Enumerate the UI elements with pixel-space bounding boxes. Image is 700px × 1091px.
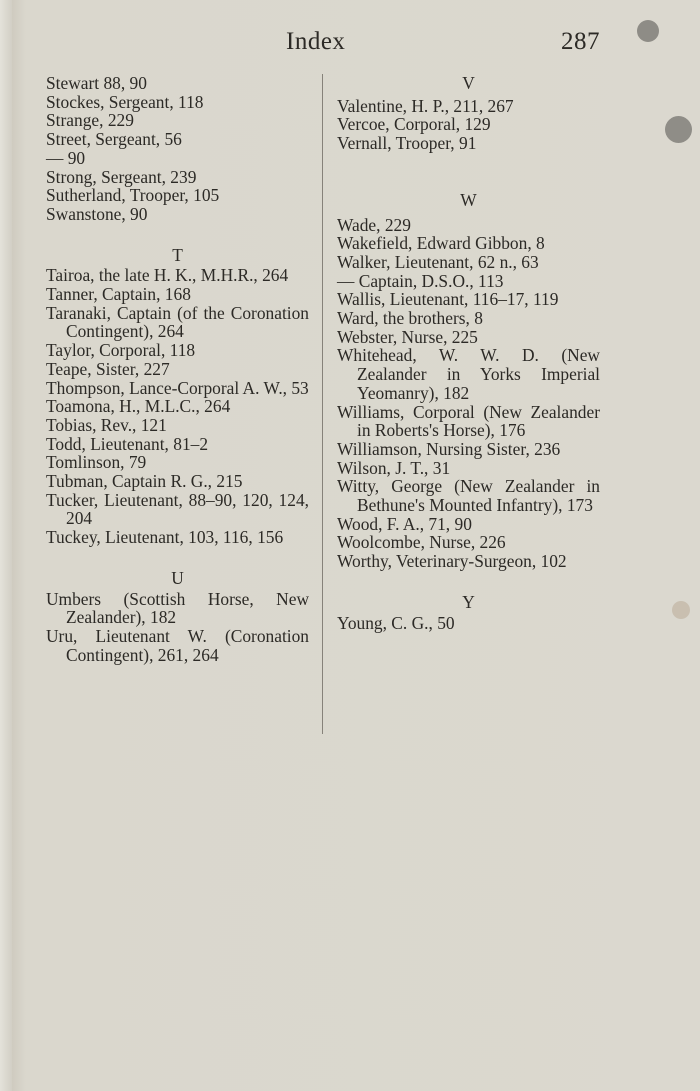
index-column-right bbox=[337, 74, 600, 632]
index-entry: Tucker, Lieutenant, 88–90, 120, 124, 204 bbox=[46, 489, 309, 529]
index-entry: Stockes, Sergeant, 118 bbox=[46, 91, 204, 112]
index-entry: Wilson, J. T., 31 bbox=[337, 457, 451, 478]
index-entry: Tairoa, the late H. K., M.H.R., 264 bbox=[46, 265, 289, 286]
index-entry: Thompson, Lance-Corporal A. W., 53 bbox=[46, 377, 309, 398]
index-entry: Whitehead, W. W. D. (New Zealander in Yorks Imperial Yeomanry), 182 bbox=[337, 345, 600, 403]
index-entry: Witty, George (New Zealander in Bethune's Mounted Infantry), 173 bbox=[337, 476, 600, 516]
index-entry: Vernall, Trooper, 91 bbox=[337, 133, 477, 154]
index-column-left bbox=[46, 74, 309, 664]
index-entry: — 90 bbox=[46, 147, 86, 168]
index-entry: Uru, Lieutenant W. (Coronation Contingent), 261, 264 bbox=[46, 625, 309, 665]
section-t bbox=[46, 266, 309, 547]
running-head bbox=[0, 28, 700, 62]
index-entry: Valentine, H. P., 211, 267 bbox=[337, 95, 514, 116]
column-divider bbox=[322, 74, 323, 734]
index-entry: Worthy, Veterinary-Surgeon, 102 bbox=[337, 551, 567, 572]
index-entry: Wakefield, Edward Gibbon, 8 bbox=[337, 233, 545, 254]
index-entry: Williams, Corporal (New Zealander in Roberts's Horse), 176 bbox=[337, 401, 600, 441]
section-heading-w: W bbox=[460, 189, 477, 210]
section-s bbox=[46, 74, 309, 224]
index-entry: Swanstone, 90 bbox=[46, 203, 148, 224]
page-title: Index bbox=[286, 28, 346, 55]
index-entry: Woolcombe, Nurse, 226 bbox=[337, 532, 506, 553]
section-v bbox=[337, 97, 600, 153]
foxing-stain bbox=[672, 601, 690, 619]
section-heading-u: U bbox=[171, 567, 184, 588]
index-entry: Webster, Nurse, 225 bbox=[337, 326, 478, 347]
index-entry: Toamona, H., M.L.C., 264 bbox=[46, 396, 231, 417]
index-entry: Tanner, Captain, 168 bbox=[46, 284, 191, 305]
index-entry: Umbers (Scottish Horse, New Zealander), 182 bbox=[46, 588, 309, 628]
index-entry: Wood, F. A., 71, 90 bbox=[337, 513, 472, 534]
index-entry: Strong, Sergeant, 239 bbox=[46, 166, 197, 187]
index-entry: Tuckey, Lieutenant, 103, 116, 156 bbox=[46, 527, 284, 548]
foxing-stain bbox=[665, 116, 692, 143]
section-heading-y: Y bbox=[462, 591, 475, 612]
index-entry: Stewart 88, 90 bbox=[46, 73, 147, 93]
index-entry: Wallis, Lieutenant, 116–17, 119 bbox=[337, 289, 559, 310]
index-entry: Vercoe, Corporal, 129 bbox=[337, 114, 491, 135]
index-entry: Strange, 229 bbox=[46, 110, 134, 131]
index-entry: Todd, Lieutenant, 81–2 bbox=[46, 433, 209, 454]
index-entry: — Captain, D.S.O., 113 bbox=[337, 270, 504, 291]
index-entry: Sutherland, Trooper, 105 bbox=[46, 185, 220, 206]
index-entry: Tubman, Captain R. G., 215 bbox=[46, 471, 243, 492]
index-entry: Tobias, Rev., 121 bbox=[46, 414, 167, 435]
page-number: 287 bbox=[561, 28, 600, 55]
index-entry: Young, C. G., 50 bbox=[337, 612, 455, 633]
section-heading-t: T bbox=[172, 244, 183, 265]
index-entry: Taylor, Corporal, 118 bbox=[46, 340, 196, 361]
section-u bbox=[46, 590, 309, 665]
index-entry: Street, Sergeant, 56 bbox=[46, 129, 182, 150]
index-entry: Ward, the brothers, 8 bbox=[337, 308, 483, 329]
index-entry: Williamson, Nursing Sister, 236 bbox=[337, 438, 561, 459]
index-entry: Walker, Lieutenant, 62 n., 63 bbox=[337, 251, 539, 272]
index-entry: Tomlinson, 79 bbox=[46, 452, 147, 473]
section-y bbox=[337, 614, 600, 633]
section-heading-v: V bbox=[462, 73, 475, 93]
index-entry: Wade, 229 bbox=[337, 214, 411, 235]
index-entry: Taranaki, Captain (of the Coronation Contingent), 264 bbox=[46, 302, 309, 342]
section-w bbox=[337, 216, 600, 571]
index-entry: Teape, Sister, 227 bbox=[46, 358, 170, 379]
page-gutter bbox=[0, 0, 12, 1091]
